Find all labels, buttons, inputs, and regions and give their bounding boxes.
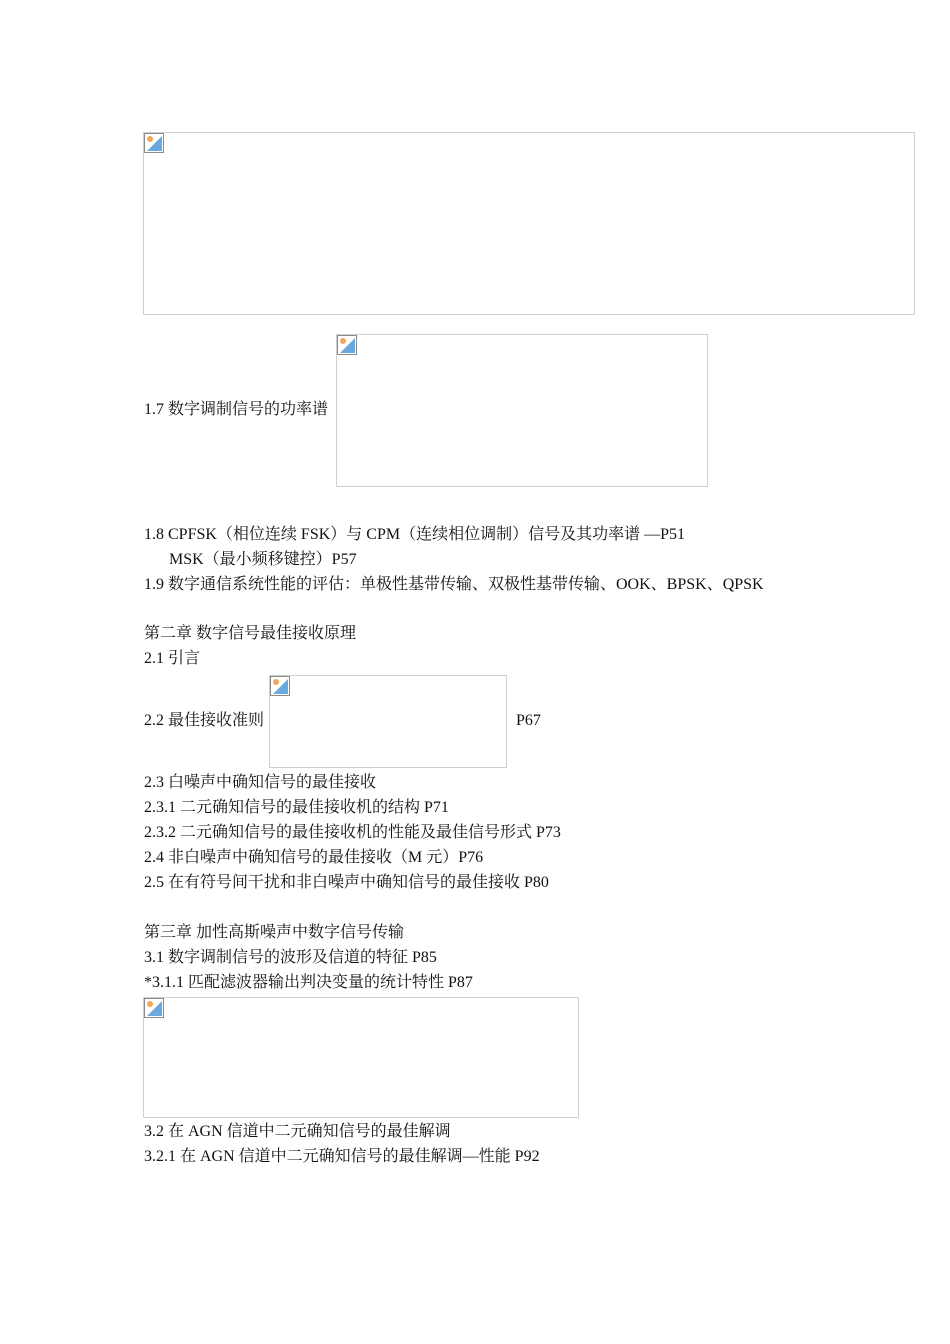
section-2-3-2: 2.3.2 二元确知信号的最佳接收机的性能及最佳信号形式 P73 — [144, 824, 561, 841]
broken-image-icon — [144, 998, 164, 1018]
section-msk: MSK（最小频移键控）P57 — [169, 551, 357, 568]
chapter-3-title: 第三章 加性高斯噪声中数字信号传输 — [144, 924, 405, 941]
section-3-2-1: 3.2.1 在 AGN 信道中二元确知信号的最佳解调—性能 P92 — [144, 1148, 540, 1165]
section-2-2: 2.2 最佳接收准则 — [144, 712, 265, 729]
section-1-8: 1.8 CPFSK（相位连续 FSK）与 CPM（连续相位调制）信号及其功率谱 —P51 — [144, 526, 685, 543]
chapter-2-title: 第二章 数字信号最佳接收原理 — [144, 625, 357, 642]
image-placeholder-2 — [336, 334, 708, 487]
image-placeholder-3 — [269, 675, 507, 768]
image-placeholder-4 — [143, 997, 579, 1118]
image-placeholder-1 — [143, 132, 915, 315]
section-3-2: 3.2 在 AGN 信道中二元确知信号的最佳解调 — [144, 1123, 451, 1140]
broken-image-icon — [270, 676, 290, 696]
broken-image-icon — [144, 133, 164, 153]
section-2-2-page: P67 — [516, 712, 541, 729]
section-3-1: 3.1 数字调制信号的波形及信道的特征 P85 — [144, 949, 437, 966]
broken-image-icon — [337, 335, 357, 355]
section-1-9: 1.9 数字通信系统性能的评估：单极性基带传输、双极性基带传输、OOK、BPSK、QPSK — [144, 576, 764, 593]
section-2-4: 2.4 非白噪声中确知信号的最佳接收（M 元）P76 — [144, 849, 484, 866]
section-1-7: 1.7 数字调制信号的功率谱 — [144, 401, 329, 418]
section-2-1: 2.1 引言 — [144, 650, 201, 667]
section-3-1-1: *3.1.1 匹配滤波器输出判决变量的统计特性 P87 — [144, 974, 473, 991]
section-2-3-1: 2.3.1 二元确知信号的最佳接收机的结构 P71 — [144, 799, 449, 816]
section-2-3: 2.3 白噪声中确知信号的最佳接收 — [144, 774, 377, 791]
section-2-5: 2.5 在有符号间干扰和非白噪声中确知信号的最佳接收 P80 — [144, 874, 549, 891]
